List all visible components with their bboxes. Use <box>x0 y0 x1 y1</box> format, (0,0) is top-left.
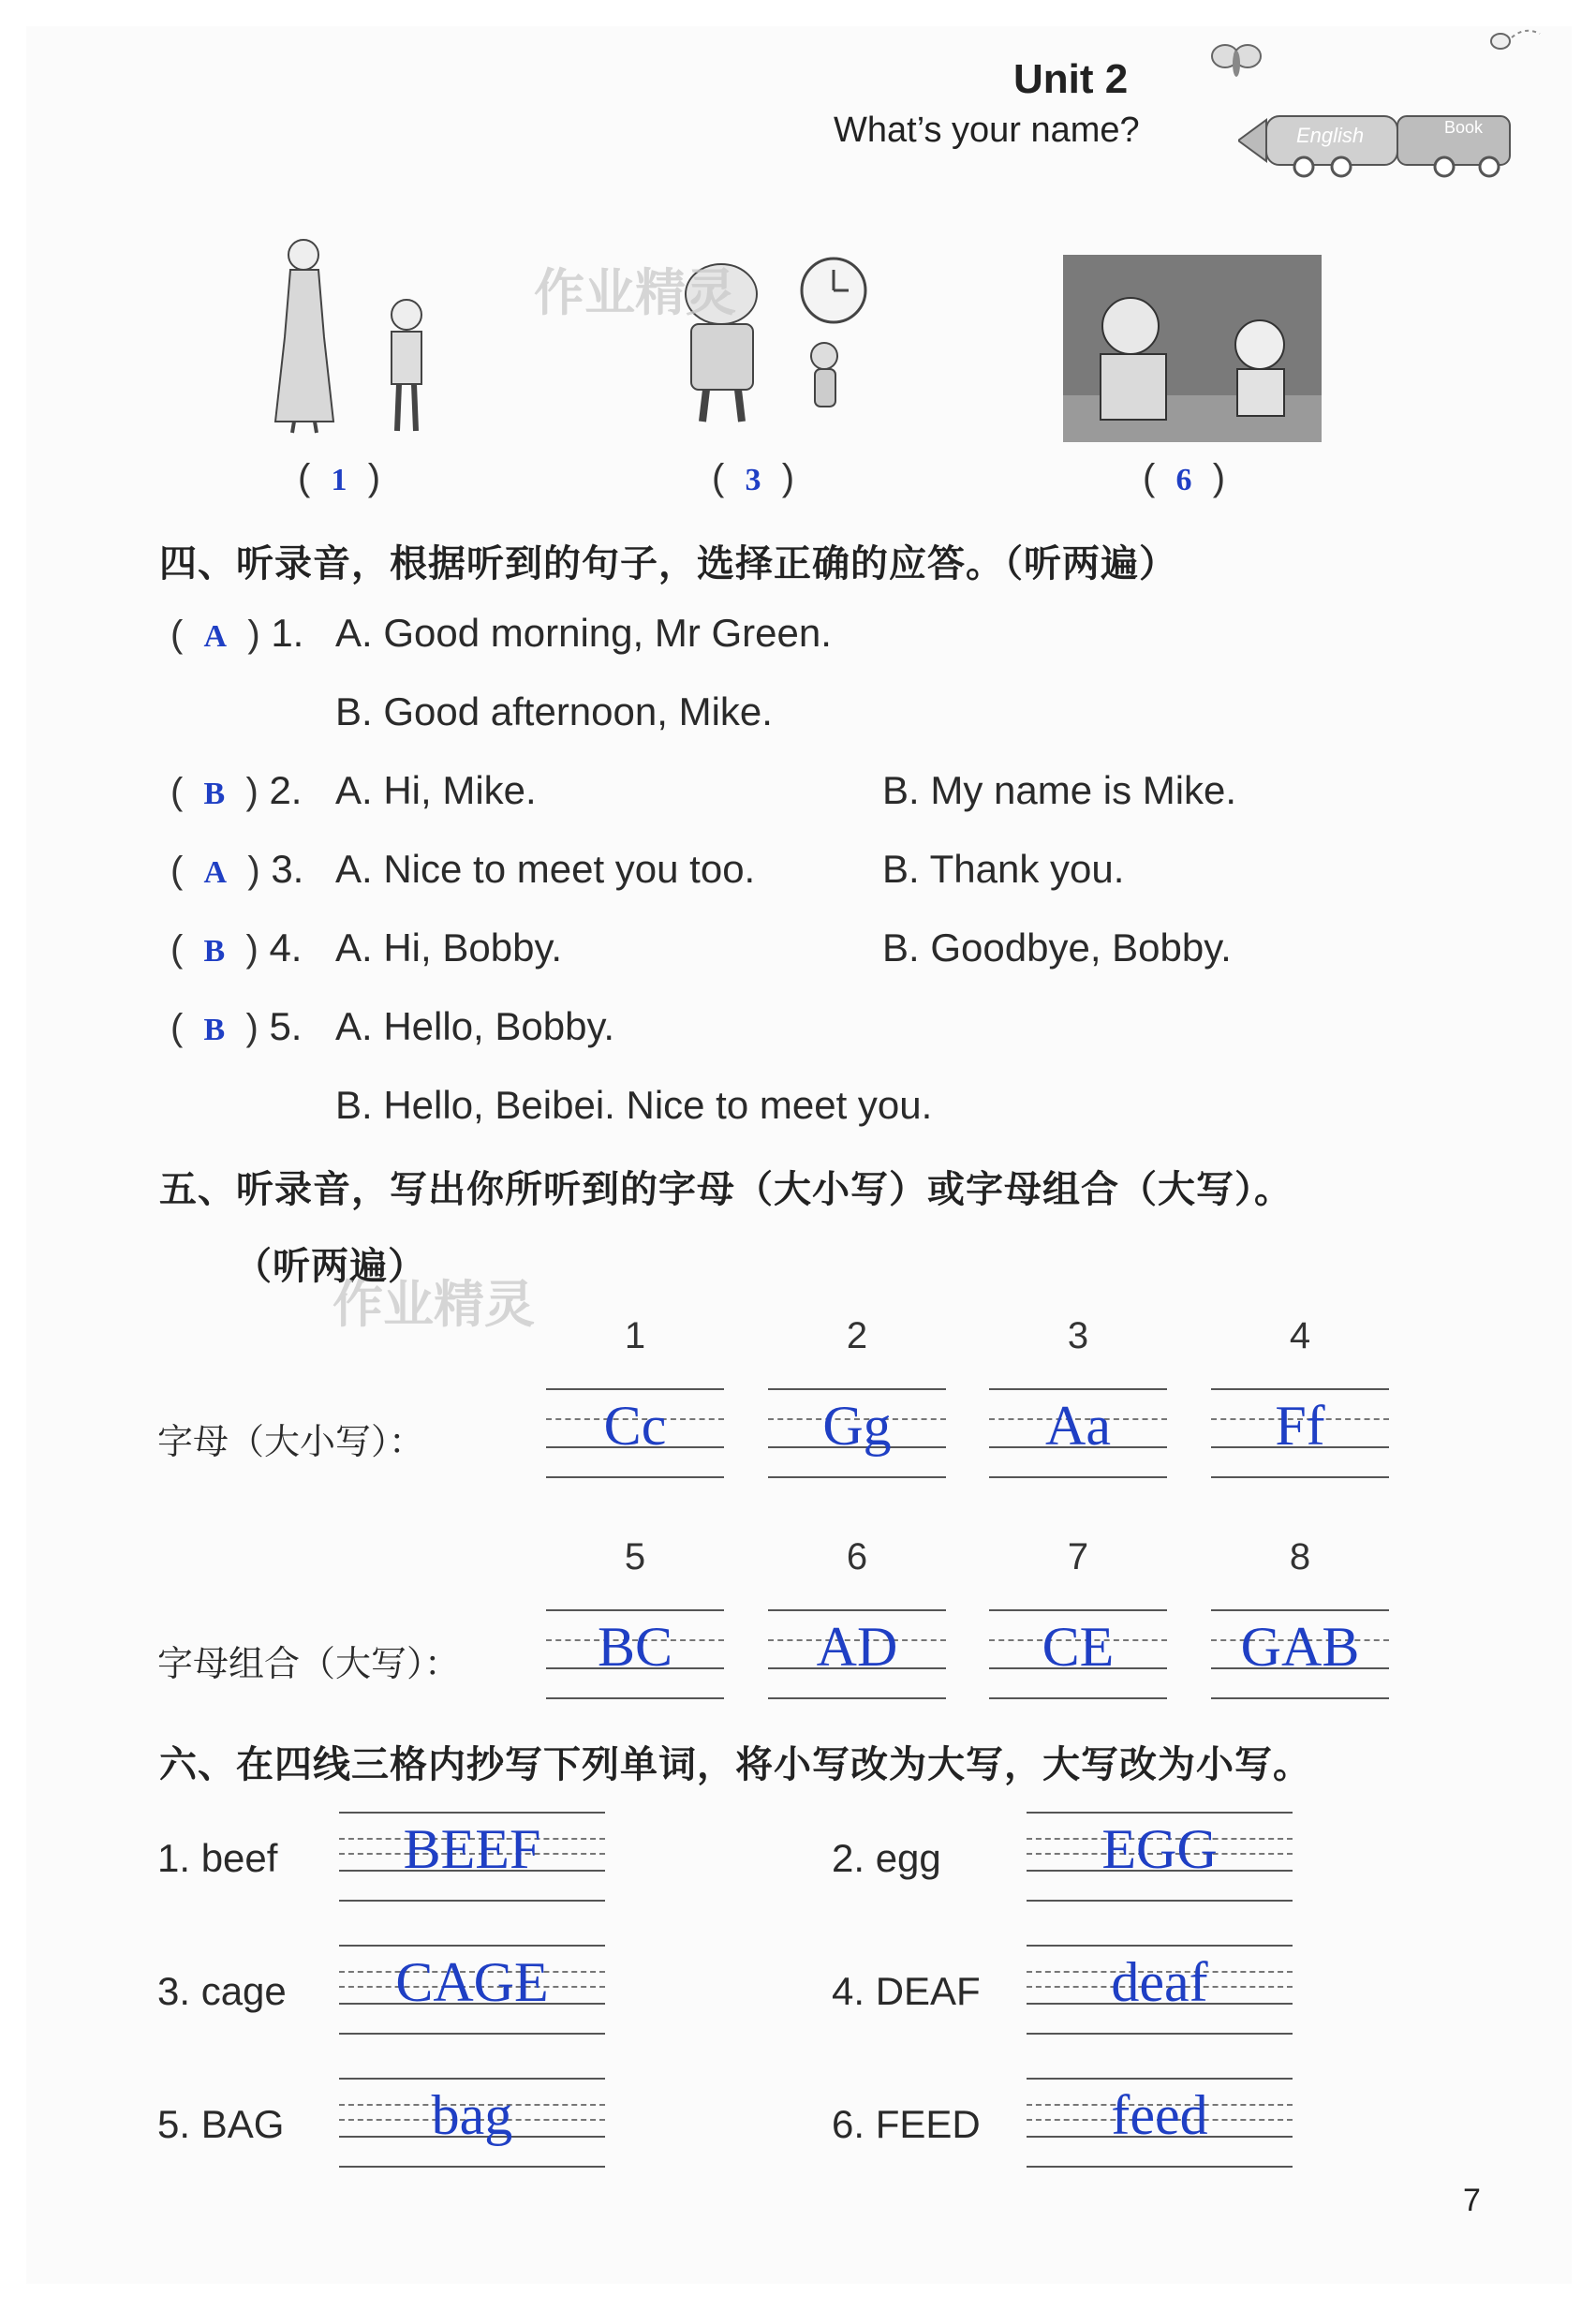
q4-item-4-option-b: B. Goodbye, Bobby. <box>882 925 1232 970</box>
q4-item-1-option-b: B. Good afternoon, Mike. <box>335 689 773 733</box>
picture-answer-3: ( 6 ) <box>1143 457 1226 498</box>
letter-answer-2: Gg <box>822 1395 892 1457</box>
four-line-grid <box>1027 1810 1293 1903</box>
word-label-3: 3. cage <box>157 1969 287 2013</box>
bee-icon <box>1480 21 1545 58</box>
q4-item-1: ( A ) 1. <box>170 611 304 655</box>
word-answer-6: feed <box>1111 2084 1208 2146</box>
word-answer-1: BEEF <box>403 1818 541 1880</box>
word-label-1: 1. beef <box>157 1836 278 1880</box>
word-label-2: 2. egg <box>832 1836 941 1880</box>
unit-title: Unit 2 <box>1013 56 1129 102</box>
four-line-grid <box>339 1810 605 1903</box>
page-number: 7 <box>1463 2183 1481 2218</box>
four-line-grid <box>1211 1606 1389 1699</box>
word-label-4: 4. DEAF <box>832 1969 981 2013</box>
word-answer-3: CAGE <box>395 1951 549 2013</box>
four-line-grid <box>989 1606 1167 1699</box>
picture-answer-2: ( 3 ) <box>712 457 795 498</box>
section-5-title: 五、听录音，写出你所听到的字母（大小写）或字母组合（大写）。 <box>159 1168 1293 1211</box>
teacher-and-boy-illustration <box>253 234 450 440</box>
letters-row-label: 字母（大小写）： <box>157 1421 425 1462</box>
four-line-grid <box>546 1385 724 1478</box>
four-line-grid <box>546 1606 724 1699</box>
four-line-grid <box>768 1606 946 1699</box>
four-line-grid <box>1027 2076 1293 2169</box>
butterfly-icon <box>1208 37 1264 84</box>
q4-item-1-option-a: A. Good morning, Mr Green. <box>335 611 832 655</box>
letter-answer-4: Ff <box>1275 1395 1325 1457</box>
word-answer-5: bag <box>431 2084 513 2146</box>
letter-num-2: 2 <box>846 1315 868 1356</box>
section-4-title: 四、听录音，根据听到的句子，选择正确的应答。（听两遍） <box>159 542 1177 585</box>
letter-answer-3: Aa <box>1045 1395 1111 1457</box>
letter-num-4: 4 <box>1289 1315 1311 1356</box>
letter-num-7: 7 <box>1067 1536 1089 1577</box>
badge-english-label: English <box>1296 124 1365 147</box>
q4-item-2-option-a: A. Hi, Mike. <box>335 768 537 812</box>
classroom-illustration <box>1063 255 1322 442</box>
word-label-5: 5. BAG <box>157 2102 285 2146</box>
unit-subtitle: What’s your name? <box>834 111 1140 150</box>
four-line-grid <box>339 2076 605 2169</box>
word-answer-2: EGG <box>1101 1818 1218 1880</box>
four-line-grid <box>1027 1943 1293 2036</box>
word-label-6: 6. FEED <box>832 2102 981 2146</box>
four-line-grid <box>768 1385 946 1478</box>
q4-item-5-option-b: B. Hello, Beibei. Nice to meet you. <box>335 1083 933 1127</box>
q4-item-5: ( B ) 5. <box>170 1004 303 1048</box>
four-line-grid <box>339 1943 605 2036</box>
q4-item-2-option-b: B. My name is Mike. <box>882 768 1237 812</box>
letter-answer-1: Cc <box>603 1395 667 1457</box>
section-6-title: 六、在四线三格内抄写下列单词，将小写改为大写，大写改为小写。 <box>159 1743 1311 1786</box>
watermark-middle: 作业精灵 <box>332 1275 535 1334</box>
q4-item-4: ( B ) 4. <box>170 925 303 970</box>
four-line-grid <box>1211 1385 1389 1478</box>
section-5-title-2: （听两遍） <box>234 1245 426 1288</box>
picture-answer-1: ( 1 ) <box>298 457 381 498</box>
q4-item-4-option-a: A. Hi, Bobby. <box>335 925 562 970</box>
letter-group-answer-7: CE <box>1042 1616 1115 1678</box>
word-answer-4: deaf <box>1111 1951 1208 2013</box>
q4-item-2: ( B ) 2. <box>170 768 303 812</box>
watermark-top: 作业精灵 <box>534 263 736 322</box>
four-line-grid <box>989 1385 1167 1478</box>
letter-num-1: 1 <box>624 1315 646 1356</box>
q4-item-3-option-a: A. Nice to meet you too. <box>335 847 756 891</box>
letter-group-answer-6: AD <box>816 1616 898 1678</box>
q4-item-3-option-b: B. Thank you. <box>882 847 1125 891</box>
letter-group-answer-5: BC <box>597 1616 673 1678</box>
q4-item-5-option-a: A. Hello, Bobby. <box>335 1004 615 1048</box>
letter-groups-row-label: 字母组合（大写）： <box>157 1643 461 1684</box>
letter-num-3: 3 <box>1067 1315 1089 1356</box>
letter-num-6: 6 <box>846 1536 868 1577</box>
q4-item-3: ( A ) 3. <box>170 847 304 891</box>
badge-book-label: Book <box>1444 118 1484 137</box>
english-book-badge <box>1238 103 1519 178</box>
letter-group-answer-8: GAB <box>1240 1616 1360 1678</box>
letter-num-8: 8 <box>1289 1536 1311 1577</box>
letter-num-5: 5 <box>624 1536 646 1577</box>
